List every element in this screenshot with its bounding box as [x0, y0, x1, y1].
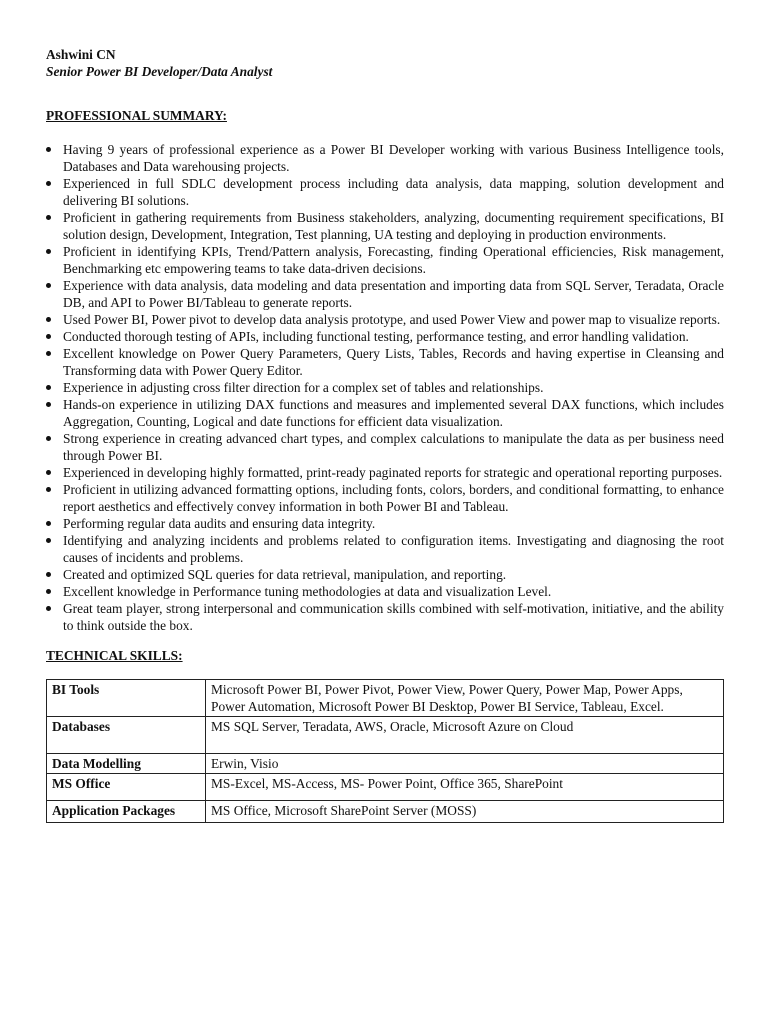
bullet-icon	[46, 351, 51, 356]
bullet-icon	[46, 249, 51, 254]
summary-item-text: Created and optimized SQL queries for data retrieval, manipulation, and reporting.	[63, 567, 507, 582]
bullet-icon	[46, 147, 51, 152]
summary-item-text: Great team player, strong interpersonal and communication skills combined with self-motivation, initiative, and the ability to think outside the box.	[63, 601, 724, 633]
summary-item	[46, 311, 724, 328]
bullet-icon	[46, 538, 51, 543]
table-row	[47, 717, 724, 754]
summary-item	[46, 532, 724, 566]
summary-item-text: Experience with data analysis, data modeling and data presentation and importing data from SQL Server, Teradata, Oracle DB, and API to Power BI/Tableau to generate reports.	[63, 278, 724, 310]
skill-value: MS Office, Microsoft SharePoint Server (MOSS)	[206, 801, 724, 823]
summary-item-text: Proficient in identifying KPIs, Trend/Pattern analysis, Forecasting, finding Operational efficiencies, Risk management, Benchmarking etc empowering teams to take data-driven decisions.	[63, 244, 724, 276]
summary-list	[46, 141, 724, 634]
summary-item-text: Experience in adjusting cross filter direction for a complex set of tables and relationships.	[63, 380, 544, 395]
resume-page	[46, 46, 724, 823]
skills-heading: TECHNICAL SKILLS:	[46, 648, 183, 663]
skill-value: Erwin, Visio	[206, 754, 724, 774]
summary-item	[46, 379, 724, 396]
bullet-icon	[46, 470, 51, 475]
candidate-name: Ashwini CN	[46, 47, 116, 62]
skills-table	[46, 679, 724, 823]
summary-item	[46, 396, 724, 430]
bullet-icon	[46, 402, 51, 407]
bullet-icon	[46, 334, 51, 339]
summary-item	[46, 566, 724, 583]
summary-item-text: Experienced in developing highly formatted, print-ready paginated reports for strategic and operational reporting purposes.	[63, 465, 723, 480]
skill-value: Microsoft Power BI, Power Pivot, Power View, Power Query, Power Map, Power Apps, Power Automation, Microsoft Power BI Desktop, Power BI Service, Tableau, Excel.	[206, 680, 724, 717]
skill-category: Databases	[47, 717, 206, 754]
skill-category: Data Modelling	[47, 754, 206, 774]
skill-category: Application Packages	[47, 801, 206, 823]
bullet-icon	[46, 385, 51, 390]
skill-value: MS-Excel, MS-Access, MS- Power Point, Office 365, SharePoint	[206, 774, 724, 801]
summary-item-text: Excellent knowledge on Power Query Parameters, Query Lists, Tables, Records and having expertise in Cleansing and Transforming data with Power Query Editor.	[63, 346, 724, 378]
summary-item	[46, 583, 724, 600]
skill-category: MS Office	[47, 774, 206, 801]
summary-item	[46, 141, 724, 175]
summary-heading: PROFESSIONAL SUMMARY:	[46, 108, 227, 123]
skill-value: MS SQL Server, Teradata, AWS, Oracle, Microsoft Azure on Cloud	[206, 717, 724, 754]
summary-item-text: Proficient in utilizing advanced formatting options, including fonts, colors, borders, and conditional formatting, to enhance report aesthetics and effectively convey information in both Power BI and Tableau.	[63, 482, 724, 514]
table-row	[47, 680, 724, 717]
bullet-icon	[46, 572, 51, 577]
summary-item-text: Performing regular data audits and ensuring data integrity.	[63, 516, 376, 531]
summary-item	[46, 345, 724, 379]
summary-item	[46, 600, 724, 634]
summary-item-text: Hands-on experience in utilizing DAX functions and measures and implemented several DAX functions, which includes Aggregation, Counting, Logical and date functions for efficient data visualization.	[63, 397, 724, 429]
summary-item	[46, 243, 724, 277]
table-row	[47, 754, 724, 774]
bullet-icon	[46, 589, 51, 594]
bullet-icon	[46, 606, 51, 611]
summary-item-text: Identifying and analyzing incidents and problems related to configuration items. Investigating and diagnosing the root causes of incidents and problems.	[63, 533, 724, 565]
summary-item	[46, 277, 724, 311]
candidate-title: Senior Power BI Developer/Data Analyst	[46, 64, 273, 79]
summary-item-text: Strong experience in creating advanced chart types, and complex calculations to manipulate the data as per business need through Power BI.	[63, 431, 724, 463]
summary-item-text: Used Power BI, Power pivot to develop data analysis prototype, and used Power View and power map to visualize reports.	[63, 312, 721, 327]
summary-item-text: Conducted thorough testing of APIs, including functional testing, performance testing, and error handling validation.	[63, 329, 689, 344]
bullet-icon	[46, 283, 51, 288]
summary-item	[46, 328, 724, 345]
bullet-icon	[46, 521, 51, 526]
summary-item	[46, 481, 724, 515]
summary-item-text: Proficient in gathering requirements from Business stakeholders, analyzing, documenting requirement specifications, BI solution design, Development, Integration, Test planning, UA testing and deploying in production environments.	[63, 210, 724, 242]
table-row	[47, 774, 724, 801]
table-row	[47, 801, 724, 823]
bullet-icon	[46, 487, 51, 492]
summary-item	[46, 430, 724, 464]
summary-item-text: Experienced in full SDLC development process including data analysis, data mapping, solution development and delivering BI solutions.	[63, 176, 724, 208]
skill-category: BI Tools	[47, 680, 206, 717]
summary-item	[46, 464, 724, 481]
summary-item-text: Having 9 years of professional experience as a Power BI Developer working with various Business Intelligence tools, Databases and Data warehousing projects.	[63, 142, 724, 174]
summary-item	[46, 175, 724, 209]
bullet-icon	[46, 436, 51, 441]
summary-item	[46, 515, 724, 532]
bullet-icon	[46, 317, 51, 322]
bullet-icon	[46, 215, 51, 220]
summary-item	[46, 209, 724, 243]
summary-item-text: Excellent knowledge in Performance tuning methodologies at data and visualization Level.	[63, 584, 552, 599]
bullet-icon	[46, 181, 51, 186]
